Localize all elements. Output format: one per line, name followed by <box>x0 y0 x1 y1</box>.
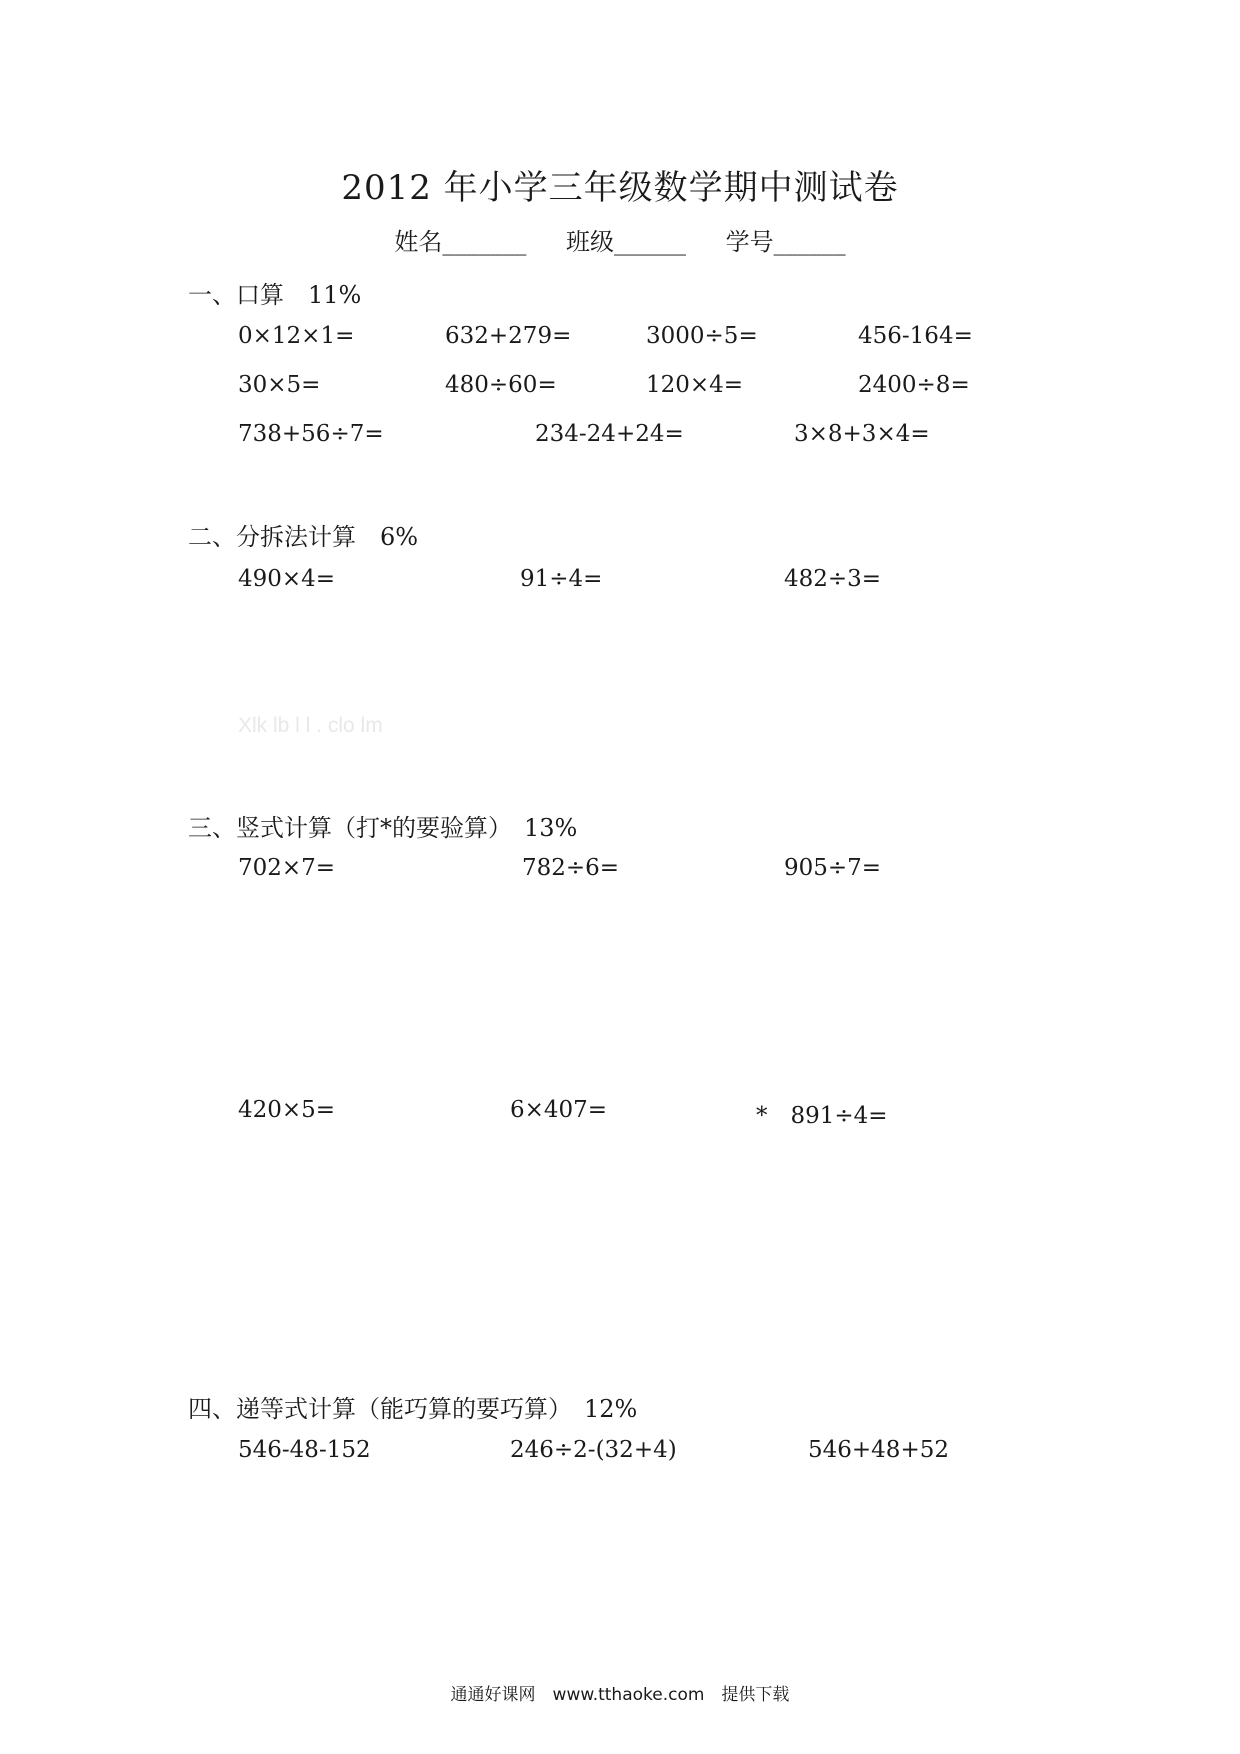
expression: 0×12×1= <box>238 323 355 349</box>
expression: 482÷3= <box>784 566 882 592</box>
expression: 490×4= <box>238 566 336 592</box>
expression: 3000÷5= <box>646 323 758 349</box>
expression: 6×407= <box>510 1097 608 1123</box>
expression: 246÷2-(32+4) <box>510 1437 677 1463</box>
watermark-text: Xlk lb l l . clo lm <box>238 714 383 737</box>
expression: 480÷60= <box>445 372 557 398</box>
expression: 2400÷8= <box>858 372 970 398</box>
page-title: 2012 年小学三年级数学期中测试卷 <box>341 168 899 208</box>
student-info <box>0 222 1240 257</box>
section-4-heading: 四、递等式计算（能巧算的要巧算） 12% <box>188 1395 638 1423</box>
expression: 420×5= <box>238 1097 336 1123</box>
name-field-label: 姓名_______ <box>394 228 527 256</box>
footer-credit: 通通好课网 www.tthaoke.com 提供下载 <box>450 1685 790 1705</box>
expression: 120×4= <box>646 372 744 398</box>
expression: 782÷6= <box>522 855 620 881</box>
class-field-label: 班级______ <box>566 228 686 256</box>
expression: 91÷4= <box>520 566 603 592</box>
expression: 702×7= <box>238 855 336 881</box>
expression: 30×5= <box>238 372 321 398</box>
section-2-heading: 二、分拆法计算 6% <box>188 523 419 551</box>
expression: 632+279= <box>445 323 572 349</box>
section-1-heading: 一、口算 11% <box>188 281 362 309</box>
expression: * 891÷4= <box>756 1103 888 1129</box>
expression: 546+48+52 <box>808 1437 949 1463</box>
expression: 234-24+24= <box>535 421 684 447</box>
number-field-label: 学号______ <box>725 228 846 256</box>
expression: 546-48-152 <box>238 1437 371 1463</box>
expression: 905÷7= <box>784 855 882 881</box>
expression: 738+56÷7= <box>238 421 384 447</box>
expression: 456-164= <box>858 323 973 349</box>
section-3-heading: 三、竖式计算（打*的要验算） 13% <box>188 814 578 842</box>
expression: 3×8+3×4= <box>794 421 930 447</box>
